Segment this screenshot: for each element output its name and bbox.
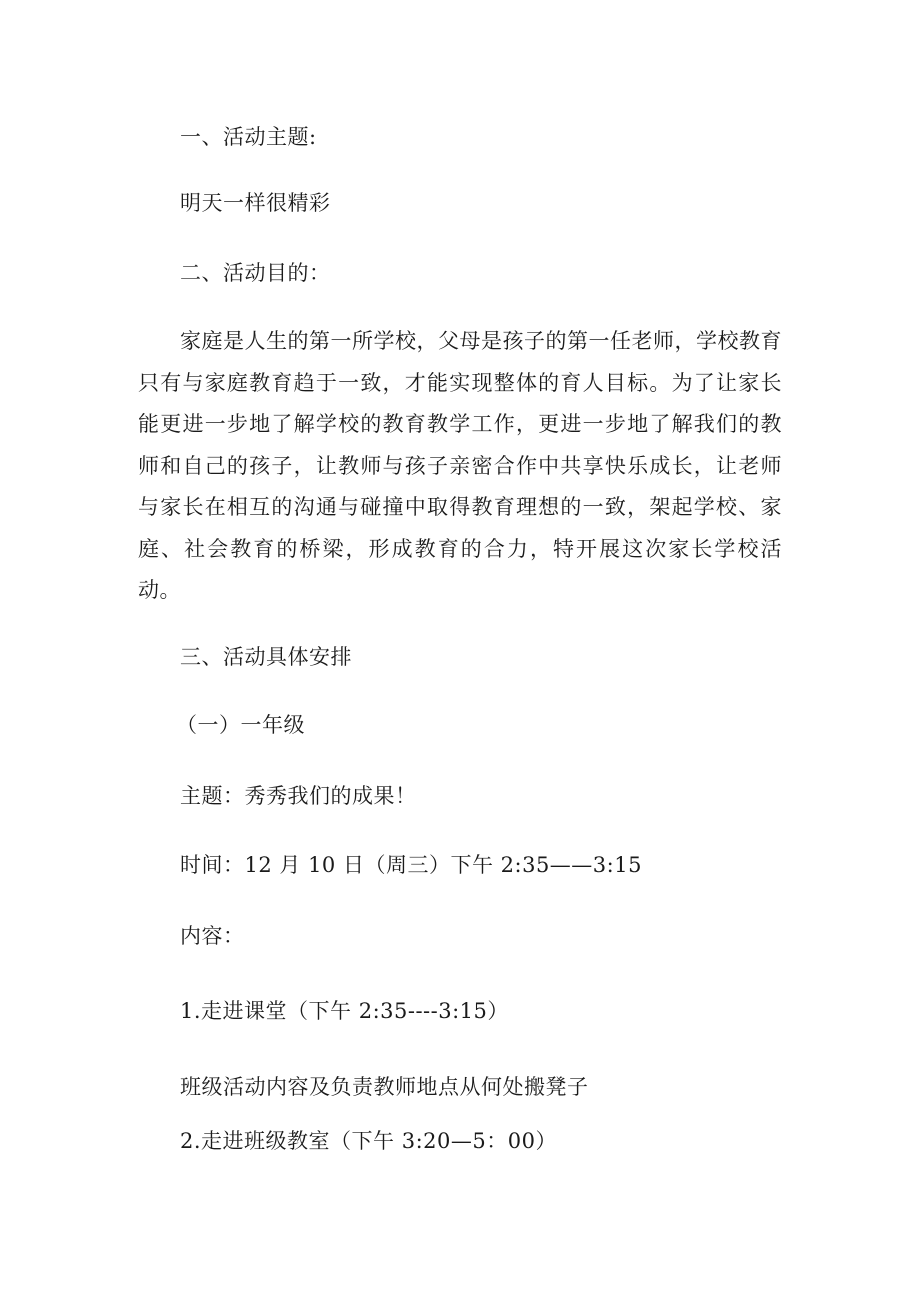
theme-text: 明天一样很精彩	[180, 191, 331, 215]
item-1: 1.走进课堂（下午 2:35----3:15）	[180, 999, 509, 1023]
time-line: 时间：12 月 10 日（周三）下午 2:35——3:15	[180, 853, 642, 877]
section-heading-theme: 一、活动主题:	[180, 125, 317, 149]
purpose-paragraph: 家庭是人生的第一所学校，父母是孩子的第一任老师，学校教育只有与家庭教育趋于一致，才能实现整体的育人目标。为了让家长能更进一步地了解学校的教育教学工作，更进一步地了解我们的教师和自己的孩子，让教师与孩子亲密合作中共享快乐成长，让老师与家长在相互的沟通与碰撞中取得教育理想的一致，架起学校、家庭、社会教育的桥梁，形成教育的合力，特开展这次家长学校活动。	[138, 329, 782, 602]
grade-heading: （一）一年级	[176, 713, 305, 737]
item-2: 2.走进班级教室（下午 3:20—5：00）	[180, 1129, 557, 1153]
section-heading-arrangement: 三、活动具体安排	[180, 645, 352, 669]
table-header-line: 班级活动内容及负责教师地点从何处搬凳子	[180, 1075, 589, 1099]
content-label: 内容：	[180, 924, 245, 948]
topic-line: 主题：秀秀我们的成果！	[180, 784, 417, 808]
section-heading-purpose: 二、活动目的：	[180, 261, 331, 285]
